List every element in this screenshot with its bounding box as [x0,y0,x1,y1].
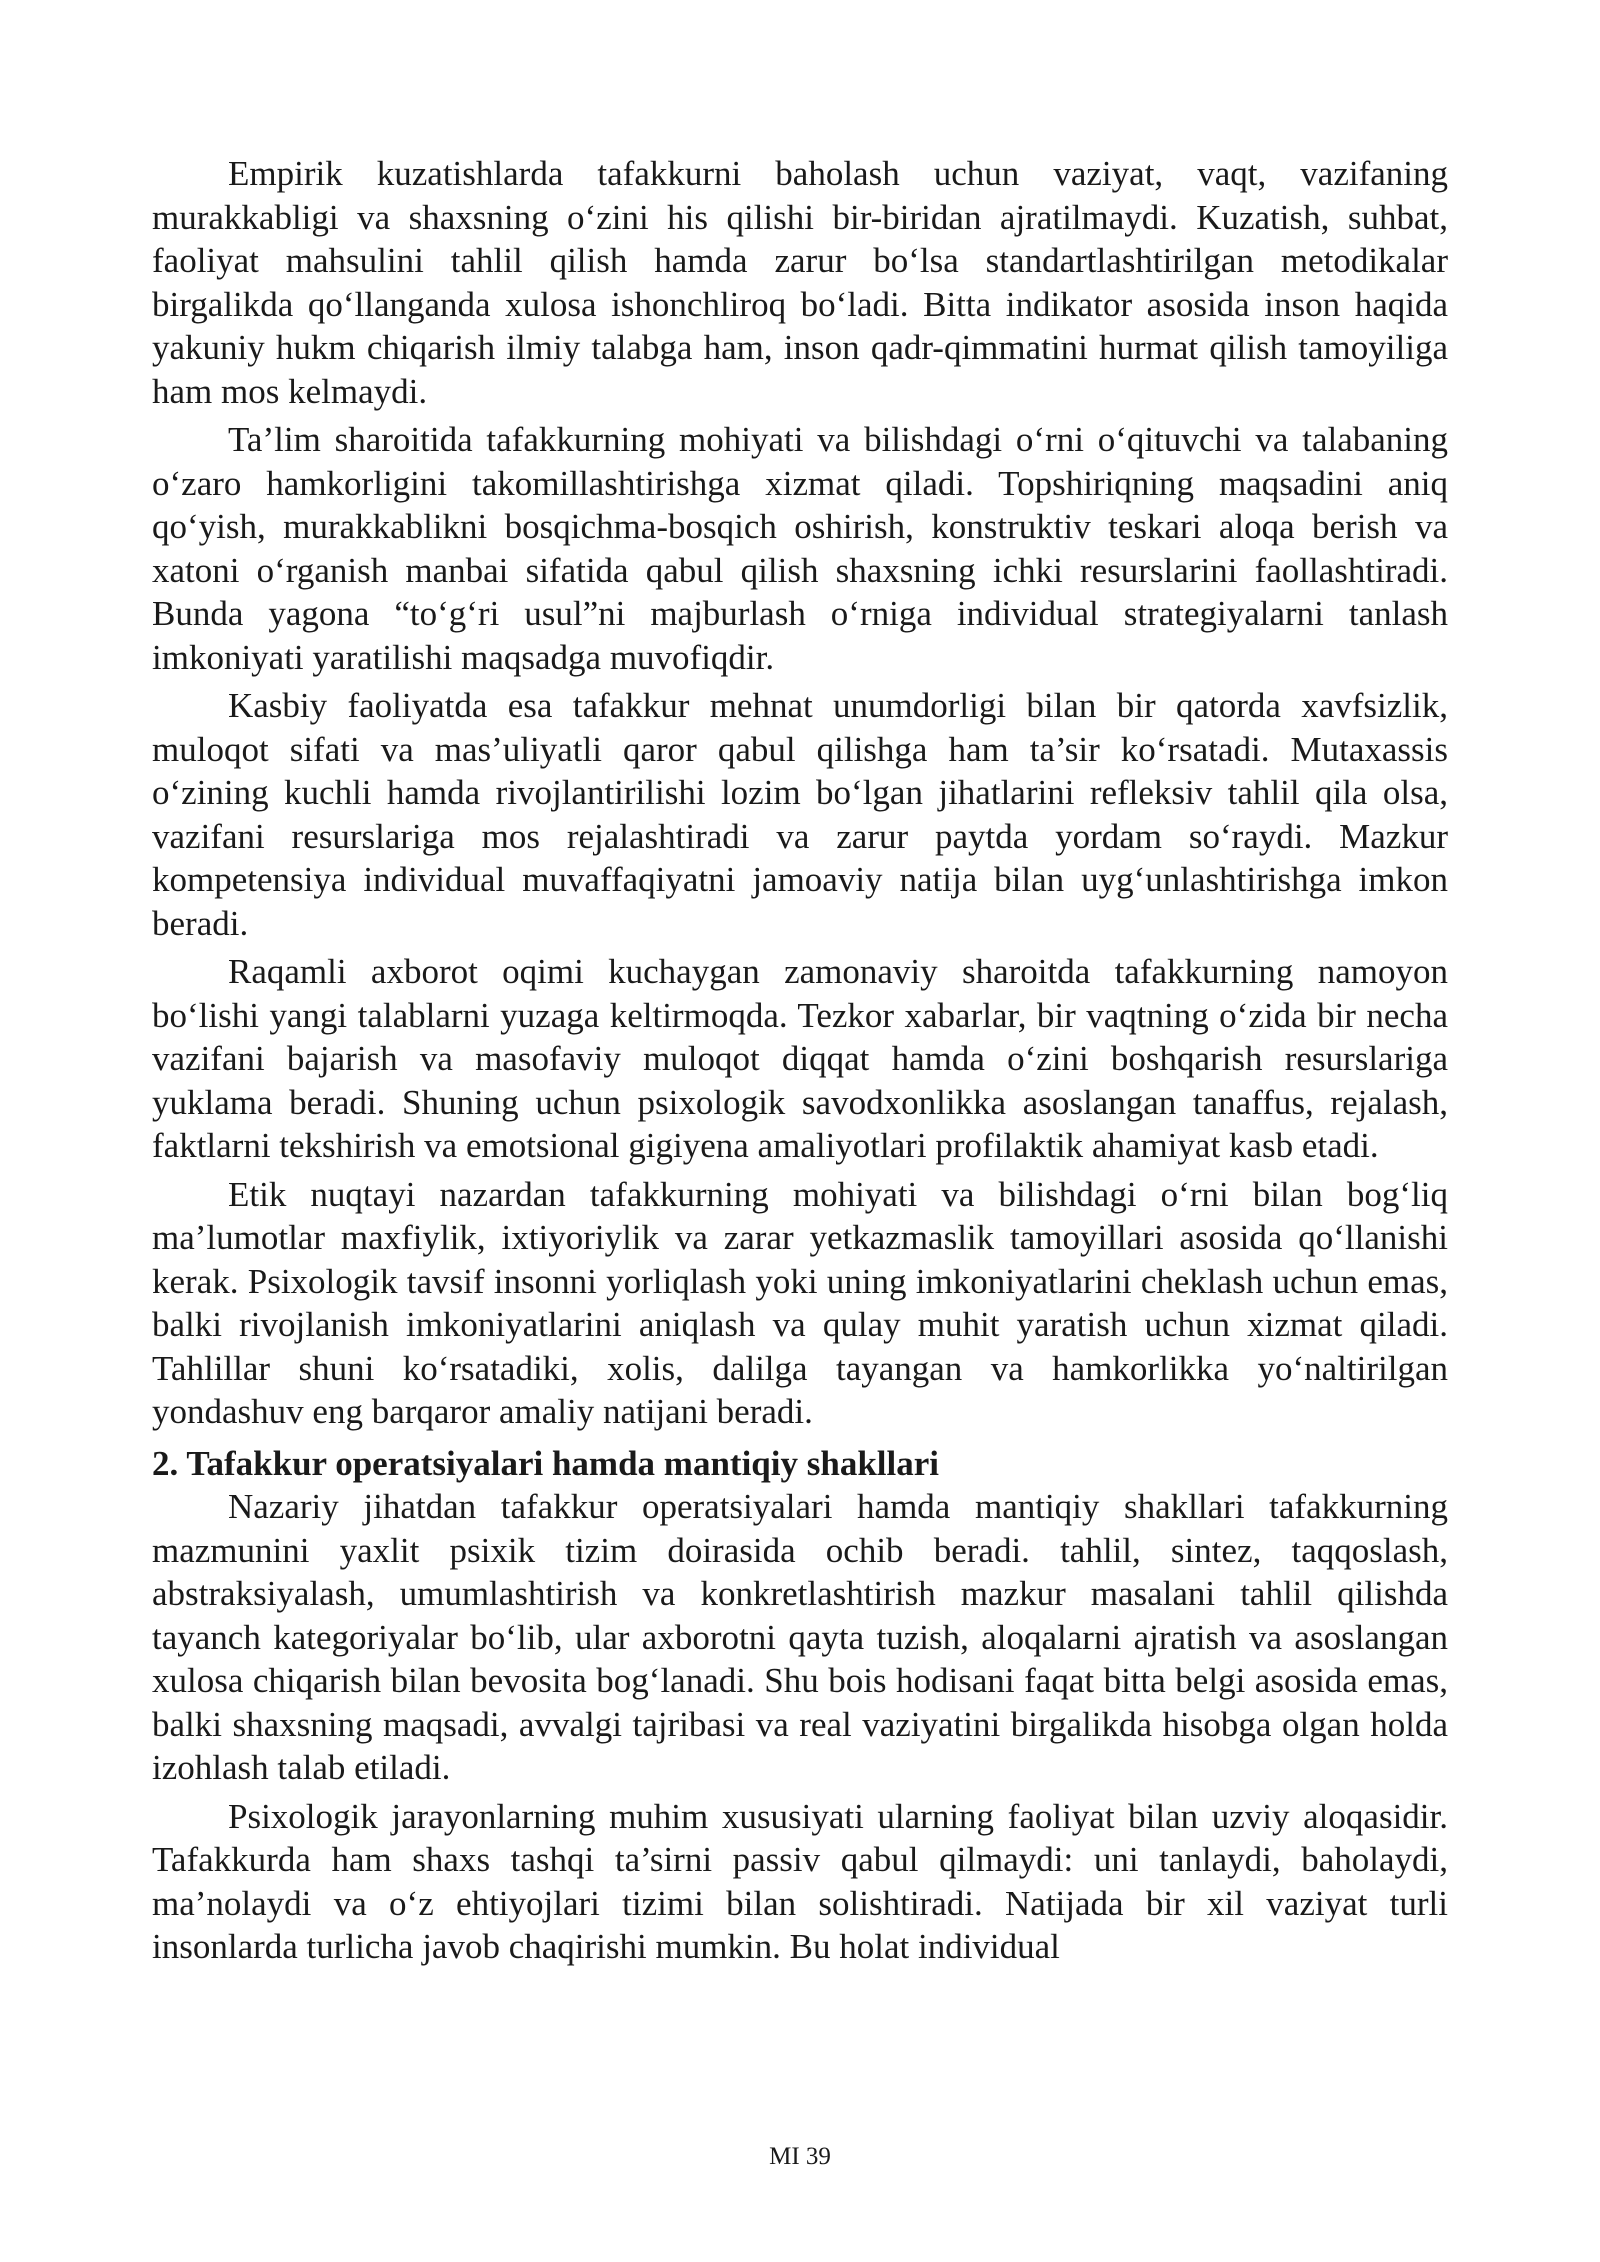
paragraph-psychological-processes: Psixologik jarayonlarning muhim xususiyati ularning faoliyat bilan uzviy aloqasidir. Tafakkurda ham shaxs tashqi ta’sirni passiv qabul qilmaydi: uni tanlaydi, baholaydi, ma’nolaydi va o‘z ehtiyojlari tizimi bilan solishtiradi. Natijada bir xil vaziyat turli insonlarda turlicha javob chaqirishi mumkin. Bu holat individual [152,1796,1448,1966]
paragraph-professional-activity: Kasbiy faoliyatda esa tafakkur mehnat unumdorligi bilan bir qatorda xavfsizlik, muloqot sifati va mas’uliyatli qaror qabul qilishga ham ta’sir ko‘rsatadi. Mutaxassis o‘zining kuchli hamda rivojlantirilishi lozim bo‘lgan jihatlarini refleksiv tahlil qila olsa, vazifani resurslariga mos rejalashtiradi va zarur paytda yordam so‘raydi. Mazkur kompetensiya individual muvaffaqiyatni jamoaviy natija bilan uyg‘unlashtirishga imkon beradi. [152,686,1448,943]
paragraph-education-context: Ta’lim sharoitida tafakkurning mohiyati va bilishdagi o‘rni o‘qituvchi va talabaning o‘zaro hamkorligini takomillashtirishga xizmat qiladi. Topshiriqning maqsadini aniq qo‘yish, murakkablikni bosqichma-bosqich oshirish, konstruktiv teskari aloqa berish va xatoni o‘rganish manbai sifatida qabul qilish shaxsning ichki resurslarini faollashtiradi. Bunda yagona “to‘g‘ri usul”ni majburlash o‘rniga individual strategiyalarni tanlash imkoniyati yaratilishi maqsadga muvofiqdir. [152,420,1448,677]
paragraph-thinking-operations: Nazariy jihatdan tafakkur operatsiyalari hamda mantiqiy shakllari tafakkurning mazmunini yaxlit psixik tizim doirasida ochib beradi. tahlil, sintez, taqqoslash, abstraksiyalash, umumlashtirish va konkretlashtirish mazkur masalani tahlil qilishda tayanch kategoriyalar bo‘lib, ular axborotni qayta tuzish, aloqalarni ajratish va asoslangan xulosa chiqarish bilan bevosita bog‘lanadi. Shu bois hodisani faqat bitta belgi asosida emas, balki shaxsning maqsadi, avvalgi tajribasi va real vaziyatini birgalikda hisobga olgan holda izohlash talab etiladi. [152,1487,1448,1787]
paragraph-digital-information: Raqamli axborot oqimi kuchaygan zamonaviy sharoitda tafakkurning namoyon bo‘lishi yangi talablarni yuzaga keltirmoqda. Tezkor xabarlar, bir vaqtning o‘zida bir necha vazifani bajarish va masofaviy muloqot diqqat hamda o‘zini boshqarish resurslariga yuklama beradi. Shuning uchun psixologik savodxonlikka asoslangan tanaffus, rejalash, faktlarni tekshirish va emotsional gigiyena amaliyotlari profilaktik ahamiyat kasb etadi. [152,952,1448,1165]
paragraph-empirical-observation: Empirik kuzatishlarda tafakkurni baholash uchun vaziyat, vaqt, vazifaning murakkabligi va shaxsning o‘zini his qilishi bir-biridan ajratilmaydi. Kuzatish, suhbat, faoliyat mahsulini tahlil qilish hamda zarur bo‘lsa standartlashtirilgan metodikalar birgalikda qo‘llanganda xulosa ishonchliroq bo‘ladi. Bitta indikator asosida inson haqida yakuniy hukm chiqarish ilmiy talabga ham, inson qadr-qimmatini hurmat qilish tamoyiliga ham mos kelmaydi. [152,154,1448,411]
page-footer: MI 39 [769,2143,831,2170]
page-body [152,152,1448,1974]
section-heading: 2. Tafakkur operatsiyalari hamda mantiqiy shakllari [152,1443,940,1483]
paragraph-ethical-viewpoint: Etik nuqtayi nazardan tafakkurning mohiyati va bilishdagi o‘rni bilan bog‘liq ma’lumotlar maxfiylik, ixtiyoriylik va zarar yetkazmaslik tamoyillari asosida qo‘llanishi kerak. Psixologik tavsif insonni yorliqlash yoki uning imkoniyatlarini cheklash uchun emas, balki rivojlanish imkoniyatlarini aniqlash va qulay muhit yaratish uchun xizmat qiladi. Tahlillar shuni ko‘rsatadiki, xolis, dalilga tayangan va hamkorlikka yo‘naltirilgan yondashuv eng barqaror amaliy natijani beradi. [152,1174,1448,1431]
